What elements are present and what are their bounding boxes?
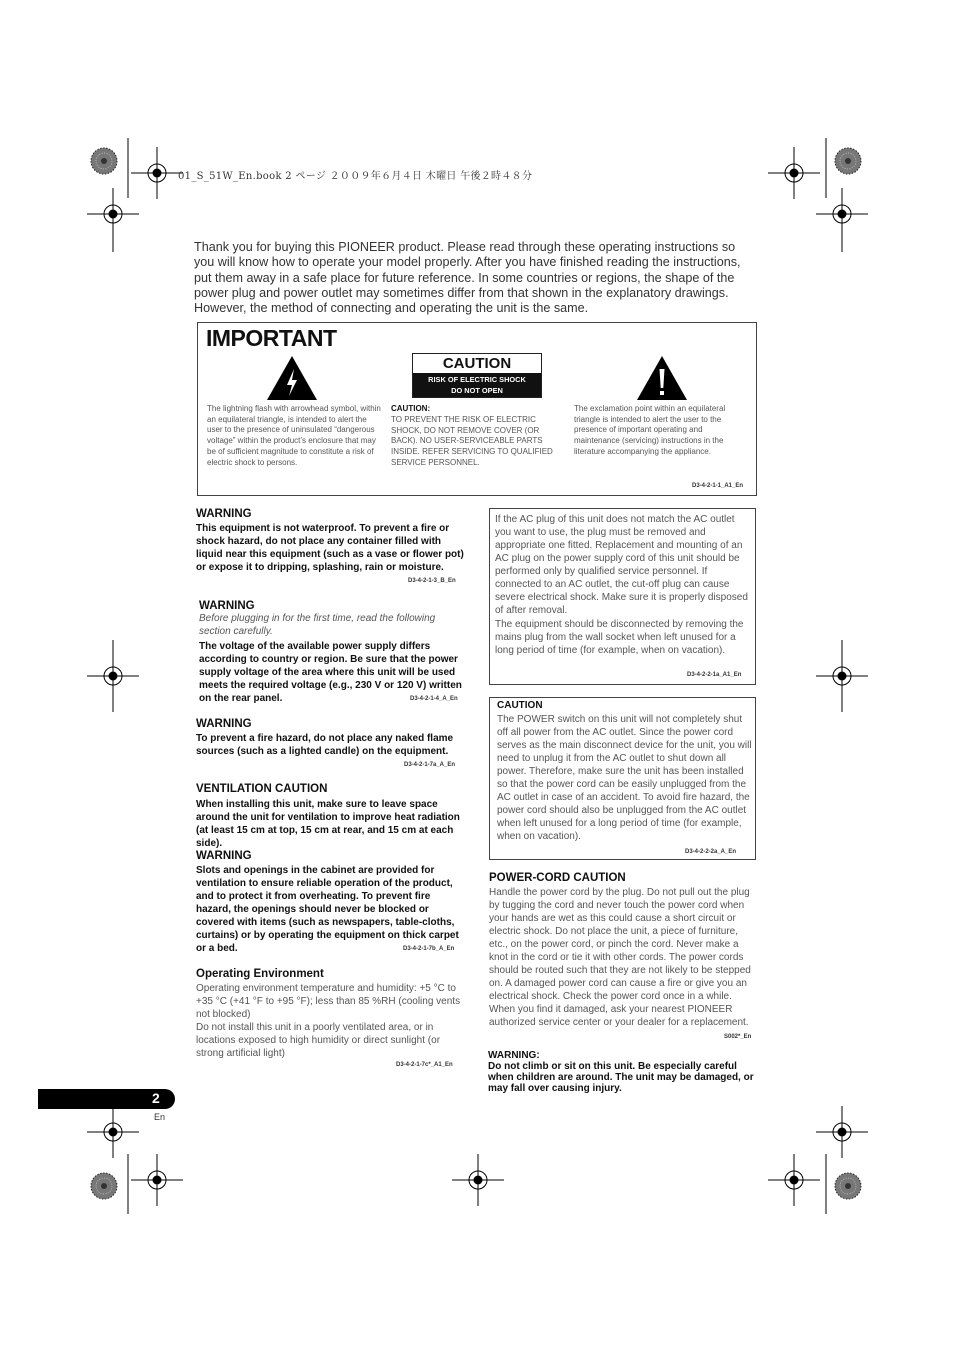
- ac-plug-text-1: If the AC plug of this unit does not match the AC outlet you want to use, the plug must be removed and appropriate one fitted. Replacement and mounting of an AC plug on the power supply cord of this unit should be performed only by qualified service personnel. If connected to an AC outlet, the cut-off plug can cause severe electrical shock. Make sure it is properly disposed of after removal.: [495, 514, 748, 616]
- page-number: 2: [152, 1090, 160, 1106]
- lightning-description: The lightning flash with arrowhead symbol, within an equilateral triangle, is intended to alert the user to the presence of uninsulated “dangerous voltage” within the product’s enclosure that may be of sufficient magnitude to constitute a risk of electric shock to persons.: [207, 404, 381, 467]
- caution-description: TO PREVENT THE RISK OF ELECTRIC SHOCK, DO NOT REMOVE COVER (OR BACK). NO USER-SERVICEABLE PARTS INSIDE. REFER SERVICING TO QUALIFIED SERVICE PERSONNEL.: [391, 415, 553, 467]
- environment-text-2: Do not install this unit in a poorly ventilated area, or in locations exposed to high humidity or direct sunlight (or strong artificial light): [196, 1022, 441, 1059]
- caution-badge: [412, 353, 542, 398]
- warning-2-code: D3-4-2-1-4_A_En: [410, 696, 458, 702]
- lightning-triangle-icon: [266, 355, 318, 401]
- environment-title: Operating Environment: [196, 968, 324, 980]
- caution-box-text: The POWER switch on this unit will not completely shut off all power from the AC outlet. Since the power cord serves as the main disconnect device for the unit, you will need to unplug it from the AC outlet to shut down all power. Therefore, make sure the unit has been installed so that the power cord can be easily unplugged from the AC outlet in case of an accident. To avoid fire hazard, the power cord should also be unplugged from the AC outlet when left unused for a long period of time (for example, when on vacation).: [497, 714, 752, 842]
- warning-4-code: D3-4-2-1-7b_A_En: [403, 946, 455, 952]
- warning-1-title: WARNING: [196, 508, 252, 520]
- ventilation-text: When installing this unit, make sure to leave space around the unit for ventilation to improve heat radiation (at least 15 cm at top, 15 cm at rear, and 15 cm at each side).: [196, 799, 460, 849]
- environment-code: D3-4-2-1-7c*_A1_En: [396, 1062, 453, 1068]
- caution-label: CAUTION:: [391, 404, 431, 413]
- power-cord-text: Handle the power cord by the plug. Do not pull out the plug by tugging the cord and never touch the power cord when your hands are wet as this could cause a short circuit or electric shock. Do not place the unit, a piece of furniture, etc., on the power cord, or pinch the cord. Never make a knot in the cord or tie it with other cords. The power cords should be routed such that they are not likely to be stepped on. A damaged power cord can cause a fire or give you an electrical shock. Check the power cord once in a while. When you find it damaged, ask your nearest PIONEER authorized service center or your dealer for a replacement.: [489, 887, 751, 1028]
- warning-3-code: D3-4-2-1-7a_A_En: [404, 762, 456, 768]
- climb-warning-title: WARNING:: [488, 1050, 540, 1061]
- exclamation-triangle-icon: [636, 355, 688, 401]
- page-language: En: [154, 1112, 166, 1122]
- warning-2-title: WARNING: [199, 600, 255, 612]
- exclamation-description: The exclamation point within an equilateral triangle is intended to alert the user to the presence of important operating and maintenance (servicing) instructions in the literature accompanying the appliance.: [574, 404, 726, 456]
- environment-text-1: Operating environment temperature and humidity: +5 °C to +35 °C (+41 °F to +95 °F); less than 85 %RH (cooling vents not blocked): [196, 983, 461, 1020]
- warning-1-text: This equipment is not waterproof. To prevent a fire or shock hazard, do not place any container filled with liquid near this equipment (such as a vase or flower pot) or expose it to dripping, splashing, rain or moisture.: [196, 523, 464, 573]
- caution-badge-subtext: RISK OF ELECTRIC SHOCK DO NOT OPEN: [413, 373, 541, 397]
- warning-4-title: WARNING: [196, 850, 252, 862]
- important-code: D3-4-2-1-1_A1_En: [692, 483, 744, 489]
- power-cord-title: POWER-CORD CAUTION: [489, 872, 626, 884]
- warning-2-text: The voltage of the available power supply differs according to country or region. Be sure that the power supply voltage of the area where this unit will be used meets the required voltage (e.g., 230 V or 120 V) written on the rear panel.: [199, 641, 462, 704]
- intro-paragraph: Thank you for buying this PIONEER product. Please read through these operating instructions so you will know how to operate your model properly. After you have finished reading the instructions, put them away in a safe place for future reference. In some countries or regions, the shape of the power plug and power outlet may sometimes differ from that shown in the explanatory drawings. However, the method of connecting and operating the unit is the same.: [194, 240, 741, 316]
- climb-warning-text: Do not climb or sit on this unit. Be especially careful when children are around. The unit may be damaged, or may fall over causing injury.: [488, 1061, 754, 1094]
- print-header: 01_S_51W_En.book 2 ページ ２００９年６月４日 木曜日 午後２時４８分: [178, 171, 533, 182]
- ac-plug-code: D3-4-2-2-1a_A1_En: [687, 672, 742, 678]
- warning-2-intro: Before plugging in for the first time, read the following section carefully.: [199, 613, 436, 637]
- ac-plug-text-2: The equipment should be disconnected by removing the mains plug from the wall socket when left unused for a long period of time (for example, when on vacation).: [495, 619, 744, 656]
- warning-3-text: To prevent a fire hazard, do not place any naked flame sources (such as a lighted candle) on the equipment.: [196, 733, 454, 757]
- caution-badge-title: CAUTION: [442, 355, 512, 372]
- warning-1-code: D3-4-2-1-3_B_En: [408, 578, 456, 584]
- ventilation-title: VENTILATION CAUTION: [196, 783, 328, 795]
- caution-box-code: D3-4-2-2-2a_A_En: [685, 849, 737, 855]
- caution-box-title: CAUTION: [497, 700, 543, 711]
- warning-3-title: WARNING: [196, 718, 252, 730]
- power-cord-code: S002*_En: [724, 1034, 752, 1040]
- important-title: IMPORTANT: [206, 325, 337, 351]
- warning-4-text: Slots and openings in the cabinet are provided for ventilation to ensure reliable operation of the product, and to protect it from overheating. To prevent fire hazard, the openings should never be blocked or covered with items (such as newspapers, table-cloths, curtains) or by operating the equipment on thick carpet or a bed.: [196, 865, 459, 954]
